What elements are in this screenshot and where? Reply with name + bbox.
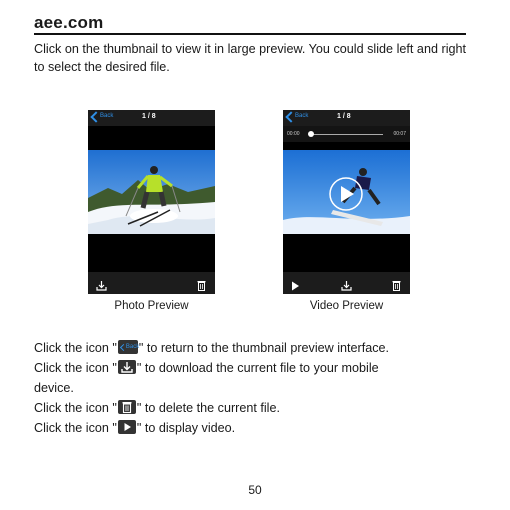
photo-image <box>88 150 215 234</box>
trash-icon[interactable] <box>392 278 401 294</box>
instruction-back: Click the icon " Back " to return to the thumbnail preview interface. <box>34 341 390 355</box>
video-timeline <box>283 126 410 142</box>
back-label: Back <box>295 113 309 119</box>
file-counter: 1 / 8 <box>337 113 351 120</box>
back-icon: Back <box>118 340 138 354</box>
brand-logo: aee.com <box>34 13 104 32</box>
play-icon[interactable] <box>291 278 300 294</box>
download-icon <box>118 360 136 374</box>
trash-icon[interactable] <box>197 278 206 294</box>
download-icon[interactable] <box>96 278 107 294</box>
top-bar <box>283 110 410 126</box>
trash-icon <box>118 400 136 414</box>
timeline-track[interactable] <box>311 134 383 135</box>
video-preview-caption: Video Preview <box>309 300 384 312</box>
download-icon[interactable] <box>341 278 352 294</box>
timeline-knob[interactable] <box>308 131 314 137</box>
video-preview-screen <box>283 110 410 294</box>
bottom-bar <box>283 272 410 294</box>
page-number: 50 <box>248 483 262 497</box>
time-end: 00:07 <box>393 131 406 137</box>
file-counter: 1 / 8 <box>142 113 156 120</box>
back-label: Back <box>100 113 114 119</box>
play-icon <box>118 420 136 434</box>
photo-preview-caption: Photo Preview <box>114 300 189 312</box>
header-rule <box>34 33 466 35</box>
time-start: 00:00 <box>287 131 300 137</box>
photo-preview-screen <box>88 110 215 294</box>
instruction-delete: Click the icon " " to delete the current file. <box>34 401 280 415</box>
bottom-bar <box>88 272 215 294</box>
instruction-download: Click the icon " " to download the current file to your mobile <box>34 361 379 375</box>
intro-paragraph: Click on the thumbnail to view it in large preview. You could slide left and right to select the desired file. <box>34 42 466 74</box>
instruction-download-cont: device. <box>34 381 74 395</box>
video-frame <box>283 150 410 234</box>
top-bar <box>88 110 215 126</box>
instruction-play: Click the icon " " to display video. <box>34 421 236 435</box>
